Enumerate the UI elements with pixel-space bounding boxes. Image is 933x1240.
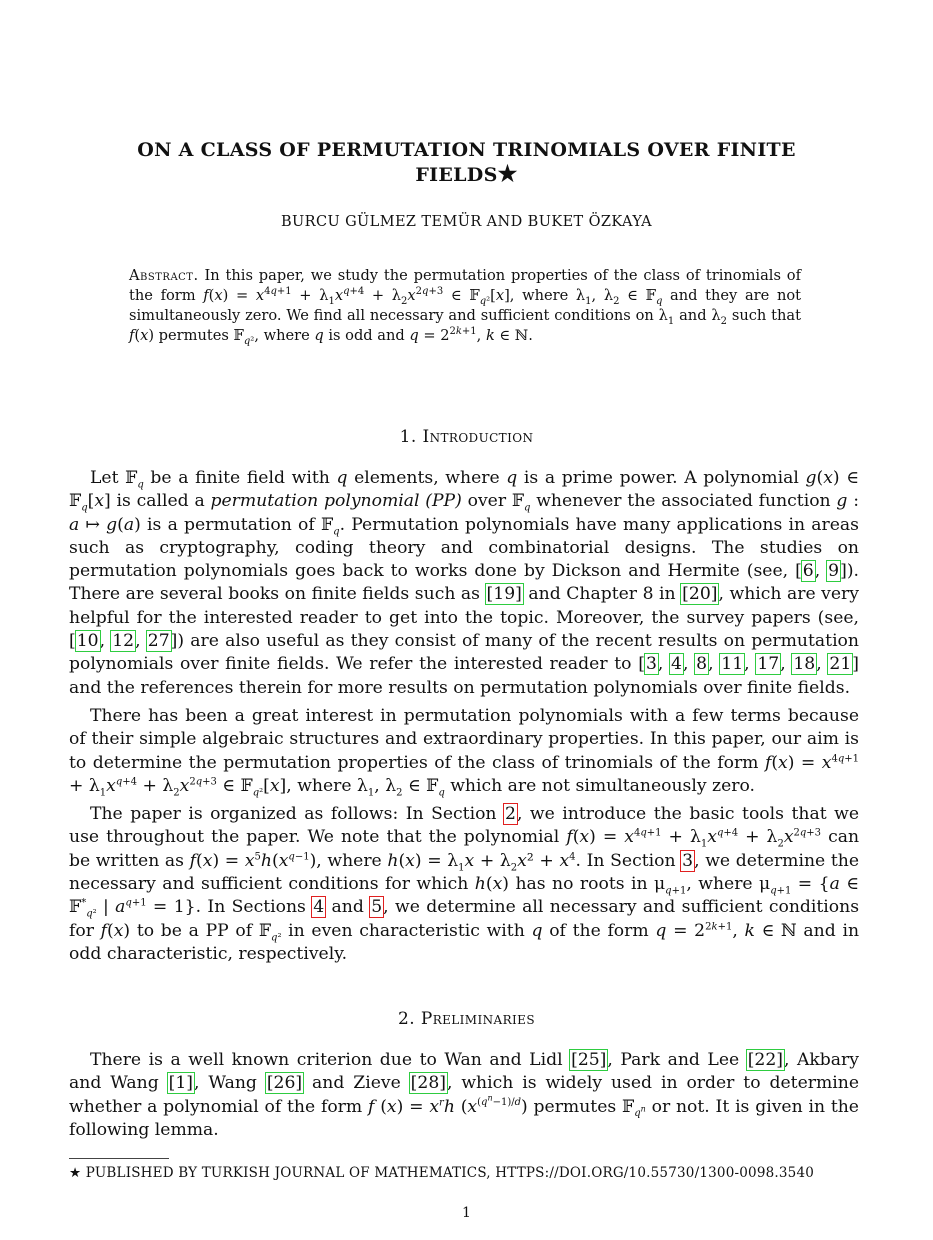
- citation-link[interactable]: 3: [645, 654, 657, 675]
- citation-link[interactable]: 27: [147, 631, 170, 652]
- author-line: BURCU GÜLMEZ TEMÜR AND BUKET ÖZKAYA: [280, 214, 653, 230]
- paper-title: [70, 138, 863, 187]
- citation-link[interactable]: [22]: [747, 1050, 783, 1070]
- citation-link[interactable]: [20]: [682, 584, 718, 605]
- intro-paragraph-2: There has been a great interest in permutation polynomials with a few terms because of their simple algebraic structures and extraordinary properties. In this paper, our aim is to determine the permutation properties of the class of trinomials of the form $f(x) = x^{4q+1} + \lambda_1x^{q+4} + \lambda_2x^{2q+3}$ ∈ 𝔽$_{q^2}$[x], where $\lambda_1$, $\lambda_2$ ∈ 𝔽$_q$ which are not simultaneously zero.: [69, 705, 859, 799]
- section-ref-link[interactable]: 3: [682, 850, 694, 871]
- citation-link[interactable]: [19]: [486, 584, 522, 605]
- abstract: Abstract. In this paper, we study the permutation properties of the class of trinomials of the form $f(x) = x^{4q+1} + \lambda_1x^{q+4} + \lambda_2x^{2q+3}$ ∈ 𝔽$_{q^2}$[x], where $\lambda_1$, $\lambda_2$ ∈ 𝔽$_q$ and they are not simultaneously zero. We find all necessary and sufficient conditions on $\lambda_1$ and $\lambda_2$ such that f(x) permutes 𝔽$_{q^2}$, where q is odd and $q = 2^{2k+1}$, k ∈ ℕ.: [129, 267, 802, 347]
- citation-link[interactable]: [26]: [266, 1073, 303, 1094]
- page-number: 1: [462, 1205, 471, 1221]
- title-line-1: ON A CLASS OF PERMUTATION TRINOMIALS OVER FINITE: [137, 139, 796, 161]
- citation-link[interactable]: 4: [671, 654, 682, 675]
- intro-paragraph-1: Let 𝔽$_q$ be a finite field with q elements, where q is a prime power. A polynomial g(x) ∈ 𝔽$_q$[x] is called a permutation polynomial (PP) over 𝔽$_q$ whenever the associated function g : a ↦ g(a) is a permutation of 𝔽$_q$. Permutation polynomials have many applications in areas such as cryptography, coding theory and combinatorial designs. The studies on permutation polynomials goes back to works done by Dickson and Hermite (see, [6, 9]). There are several books on finite fields such as [19] and Chapter 8 in [20], which are very helpful for the interested reader to get into the topic. Moreover, the survey papers (see, [10, 12, 27]) are also useful as they consist of many of the recent results on permutation polynomials over finite fields. We refer the interested reader to [3, 4, 8, 11, 17, 18, 21] and the references therein for more results on permutation polynomials over finite fields.: [69, 468, 860, 698]
- section-heading-preliminaries: 2. Preliminaries: [398, 1009, 535, 1029]
- citation-link[interactable]: 21: [829, 654, 852, 675]
- footnote: ★ PUBLISHED BY TURKISH JOURNAL OF MATHEMATICS, HTTPS://DOI.ORG/10.55730/1300-0098.3540: [69, 1165, 815, 1181]
- citation-link[interactable]: [25]: [571, 1050, 607, 1070]
- prelim-paragraph-1: There is a well known criterion due to Wan and Lidl [25], Park and Lee [22], Akbary and Wang [1], Wang [26] and Zieve [28], which is widely used in order to determine whether a polynomial of the form f $(x) = x^rh$ $(x^{(q^n-1)/d})$ permutes 𝔽$_{q^n}$ or not. It is given in the following lemma.: [69, 1050, 859, 1140]
- section-heading-introduction: 1. Introduction: [399, 427, 534, 447]
- citation-link[interactable]: [1]: [168, 1073, 194, 1094]
- citation-link[interactable]: 10: [76, 631, 99, 652]
- citation-link[interactable]: 11: [721, 654, 744, 675]
- pp-term: permutation polynomial (PP): [210, 491, 462, 512]
- section-ref-link[interactable]: 2: [505, 804, 516, 825]
- title-line-2: FIELDS: [415, 164, 498, 186]
- citation-link[interactable]: 6: [802, 561, 814, 582]
- section-ref-link[interactable]: 4: [313, 897, 325, 918]
- preliminaries-body: [69, 1049, 859, 1147]
- citation-link[interactable]: 12: [112, 631, 135, 652]
- citation-link[interactable]: 18: [793, 654, 816, 675]
- intro-paragraph-3: The paper is organized as follows: In Section 2, we introduce the basic tools that we use throughout the paper. We note that the polynomial $f(x) = x^{4q+1} + \lambda_1x^{q+4} + \lambda_2x^{2q+3}$ can be written as $f(x) = x^5h(x^{q-1})$, where $h(x) = \lambda_1x + \lambda_2x^2 + x^4$. In Section 3, we determine the necessary and sufficient conditions for which h(x) has no roots in $\mu_{q+1}$, where $\mu_{q+1} = \{a$ ∈ 𝔽*$_{q^2}$ | $a^{q+1} = 1$}. In Sections 4 and 5, we determine all necessary and sufficient conditions for f(x) to be a PP of 𝔽$_{q^2}$ in even characteristic with q of the form $q = 2^{2k+1}$, k ∈ ℕ and in odd characteristic, respectively.: [69, 804, 860, 964]
- introduction-body: [69, 467, 859, 971]
- citation-link[interactable]: [28]: [410, 1073, 446, 1094]
- section-ref-link[interactable]: 5: [371, 897, 383, 918]
- abstract-label: Abstract.: [129, 267, 199, 284]
- footnote-divider: [69, 1158, 169, 1159]
- citation-link[interactable]: 8: [696, 654, 708, 675]
- citation-link[interactable]: 17: [757, 654, 780, 675]
- citation-link[interactable]: 9: [828, 561, 840, 582]
- star-footnote-mark: ★: [497, 161, 518, 187]
